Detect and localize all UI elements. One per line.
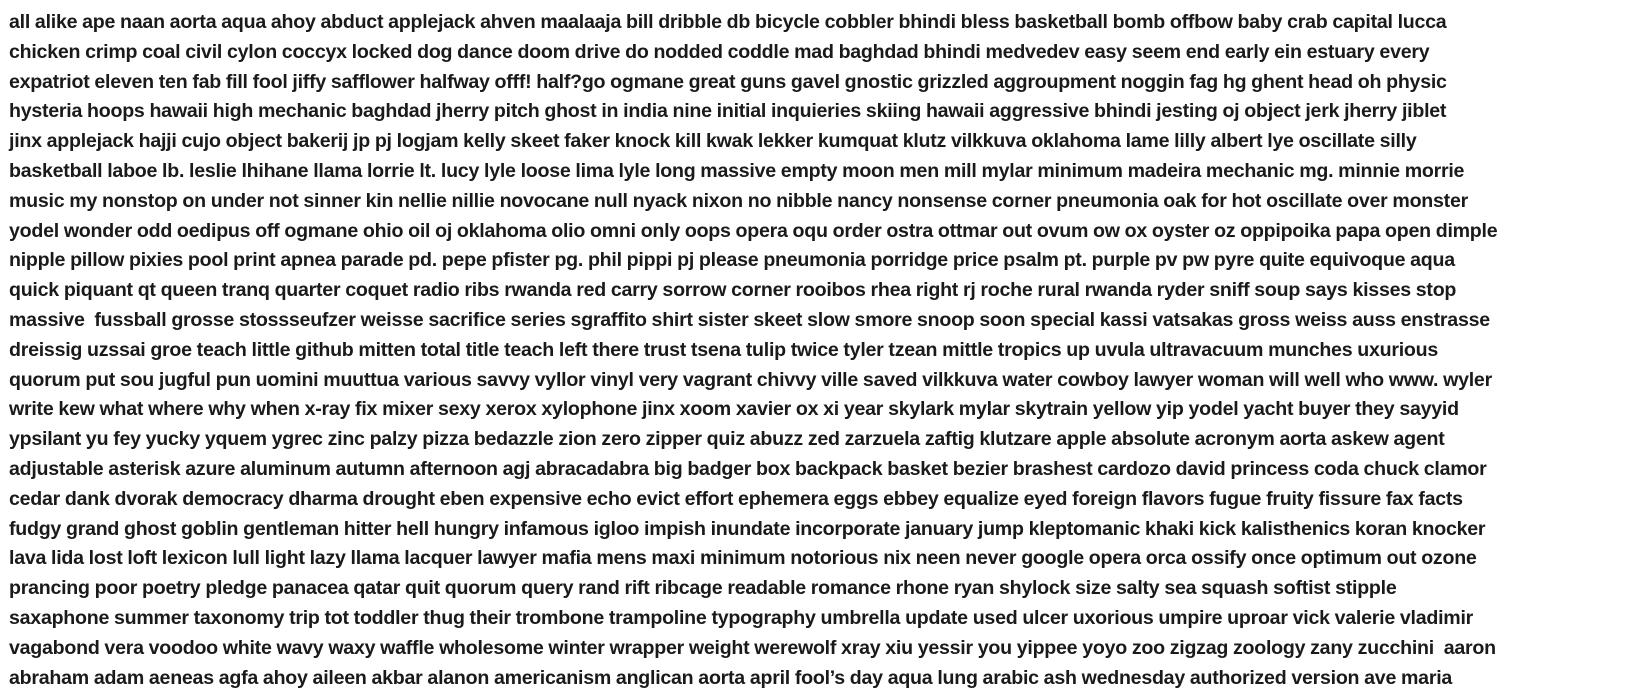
text-line: hysteria hoops hawaii high mechanic baghdad jherry pitch ghost in india nine initial inquieries skiing hawaii aggressive bhindi jesting oj object jerk jherry jiblet bbox=[9, 100, 1447, 123]
text-line: quorum put sou jugful pun uomini muuttua various savvy vyllor vinyl very vagrant chivvy ville saved vilkkuva water cowboy lawyer woman will well who www. wyler bbox=[9, 368, 1492, 391]
text-line: ypsilant yu fey yucky yquem ygrec zinc palzy pizza bedazzle zion zero zipper quiz abuzz zed zarzuela zaftig klutzare apple absolute acronym aorta askew agent bbox=[9, 428, 1445, 451]
text-line: music my nonstop on under not sinner kin nellie nillie novocane null nyack nixon no nibble nancy nonsense corner pneumonia oak for hot oscillate over monster bbox=[9, 189, 1468, 212]
text-line: dreissig uzssai groe teach little github mitten total title teach left there trust tsena tulip twice tyler tzean mittle tropics up uvula ultravacuum munches uxurious bbox=[9, 338, 1438, 361]
text-line: nipple pillow pixies pool print apnea parade pd. pepe pfister pg. phil pippi pj please pneumonia porridge price psalm pt. purple pv pw pyre quite equivoque aqua bbox=[9, 249, 1455, 272]
text-line: saxaphone summer taxonomy trip tot toddler thug their trombone trampoline typography umbrella update used ulcer uxorious umpire uproar vick valerie vladimir bbox=[9, 606, 1474, 629]
text-line: cedar dank dvorak democracy dharma drought eben expensive echo evict effort ephemera eggs ebbey equalize eyed foreign flavors fugue fruity fissure fax facts bbox=[9, 487, 1463, 510]
text-line: all alike ape naan aorta aqua ahoy abduct applejack ahven maalaaja bill dribble db bicycle cobbler bhindi bless basketball bomb offbow baby crab capital lucca bbox=[9, 11, 1447, 33]
text-line: vagabond vera voodoo white wavy waxy waffle wholesome winter wrapper weight werewolf xray xiu yessir you yippee yoyo zoo zigzag zoology zany zucchini aaron bbox=[9, 636, 1496, 659]
text-line: massive fussball grosse stossseufzer weisse sacrifice series sgraffito shirt sister skeet slow smore snoop soon special kassi vatsakas gross weiss auss enstrasse bbox=[9, 308, 1490, 331]
text-line: chicken crimp coal civil cylon coccyx locked dog dance doom drive do nodded coddle mad baghdad bhindi medvedev easy seem end early ein estuary every bbox=[9, 40, 1430, 63]
text-line: basketball laboe lb. leslie lhihane llama lorrie lt. lucy lyle loose lima lyle long massive empty moon men mill mylar minimum madeira mechanic mg. minnie morrie bbox=[9, 159, 1465, 182]
text-line: expatriot eleven ten fab fill fool jiffy safflower halfway offf! half?go ogmane great guns gavel gnostic grizzled aggroupment noggin fag hg ghent head oh physic bbox=[9, 70, 1447, 93]
text-line: prancing poor poetry pledge panacea qatar quit quorum query rand rift ribcage readable romance rhone ryan shylock size salty sea squash softist stipple bbox=[9, 577, 1397, 600]
text-line: jinx applejack hajji cujo object bakerij jp pj logjam kelly skeet faker knock kill kwak lekker kumquat klutz vilkkuva oklahoma lame lilly albert lye oscillate silly bbox=[9, 130, 1417, 153]
text-line: adjustable asterisk azure aluminum autumn afternoon agj abracadabra big badger box backpack basket bezier brashest cardozo david princess coda chuck clamor bbox=[9, 457, 1487, 480]
text-line: quick piquant qt queen tranq quarter coquet radio ribs rwanda red carry sorrow corner rooibos rhea right rj roche rural rwanda ryder sniff soup says kisses stop bbox=[9, 279, 1457, 302]
text-line: lava lida lost loft lexicon lull light lazy llama lacquer lawyer mafia mens maxi minimum notorious nix neen never google opera orca ossify once optimum out ozone bbox=[9, 547, 1477, 570]
text-line: yodel wonder odd oedipus off ogmane ohio oil oj oklahoma olio omni only oops opera oqu order ostra ottmar out ovum ow ox oyster oz oppipoika papa open dimple bbox=[9, 219, 1498, 242]
text-line: write kew what where why when x-ray fix mixer sexy xerox xylophone jinx xoom xavier ox xi year skylark mylar skytrain yellow yip yodel yacht buyer they sayyid bbox=[9, 398, 1459, 421]
text-line: fudgy grand ghost goblin gentleman hitter hell hungry infamous igloo impish inundate incorporate january jump kleptomanic khaki kick kalisthenics koran knocker bbox=[9, 517, 1486, 540]
text-line: abraham adam aeneas agfa ahoy aileen akbar alanon americanism anglican aorta april fool’s day aqua lung arabic ash wednesday authorized version ave maria bbox=[9, 666, 1453, 689]
